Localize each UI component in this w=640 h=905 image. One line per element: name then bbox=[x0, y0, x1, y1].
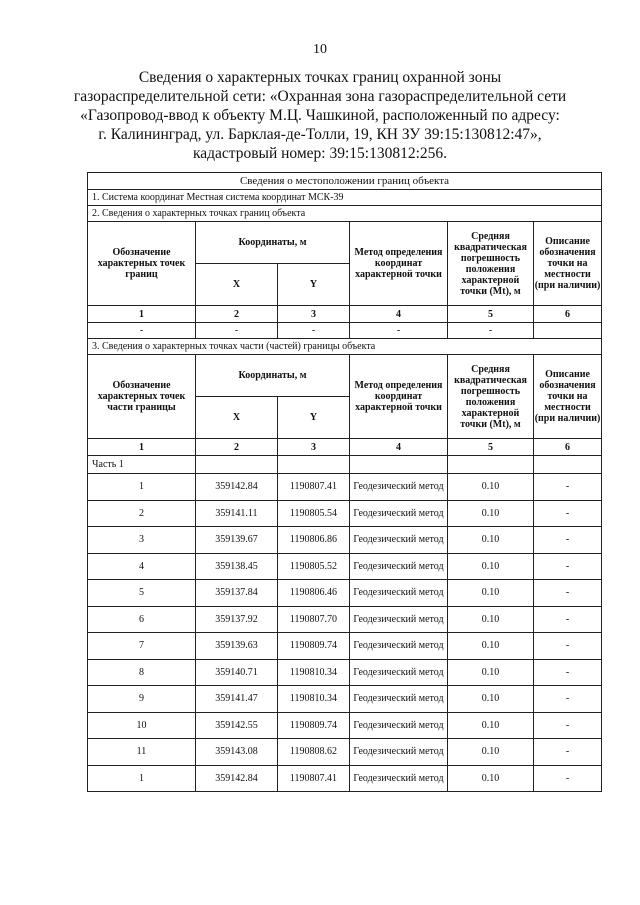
error-value: 0.10 bbox=[448, 527, 534, 554]
header-y: Y bbox=[278, 264, 350, 306]
coord-x: 359141.11 bbox=[196, 500, 278, 527]
table-row bbox=[88, 633, 602, 660]
error-value: 0.10 bbox=[448, 500, 534, 527]
method-cell: Геодезический метод bbox=[350, 739, 448, 766]
coord-x: 359141.47 bbox=[196, 686, 278, 713]
col-number: 3 bbox=[278, 439, 350, 456]
coord-x: 359139.63 bbox=[196, 633, 278, 660]
dash-cell: - bbox=[278, 323, 350, 339]
dash-cell: - bbox=[196, 323, 278, 339]
point-number: 11 bbox=[88, 739, 196, 766]
header-method: Метод определения координат характерной точки bbox=[350, 222, 448, 306]
header-description: Описание обозначения точки на местности (при наличии) bbox=[534, 222, 602, 306]
method-cell: Геодезический метод bbox=[350, 606, 448, 633]
table-row bbox=[88, 739, 602, 766]
point-number: 1 bbox=[88, 474, 196, 501]
method-cell: Геодезический метод bbox=[350, 659, 448, 686]
point-number: 7 bbox=[88, 633, 196, 660]
method-cell: Геодезический метод bbox=[350, 553, 448, 580]
title-line: газораспределительной сети: «Охранная зона газораспределительной сети bbox=[73, 88, 567, 105]
coord-y: 1190808.62 bbox=[278, 739, 350, 766]
header-error: Средняя квадратическая погрешность положения характерной точки (Mt), м bbox=[448, 355, 534, 439]
col-number: 4 bbox=[350, 306, 448, 323]
coord-y: 1190805.52 bbox=[278, 553, 350, 580]
coord-x: 359139.67 bbox=[196, 527, 278, 554]
table-row bbox=[88, 500, 602, 527]
point-number: 9 bbox=[88, 686, 196, 713]
description-cell: - bbox=[534, 580, 602, 607]
method-cell: Геодезический метод bbox=[350, 712, 448, 739]
point-number: 8 bbox=[88, 659, 196, 686]
col-number: 5 bbox=[448, 306, 534, 323]
method-cell: Геодезический метод bbox=[350, 580, 448, 607]
table-row bbox=[88, 527, 602, 554]
description-cell: - bbox=[534, 474, 602, 501]
title-line: «Газопровод-ввод к объекту М.Ц. Чашкиной, расположенный по адресу: bbox=[80, 107, 560, 124]
header-y: Y bbox=[278, 397, 350, 439]
coord-y: 1190810.34 bbox=[278, 659, 350, 686]
coord-y: 1190806.86 bbox=[278, 527, 350, 554]
coord-x: 359142.84 bbox=[196, 474, 278, 501]
description-cell: - bbox=[534, 553, 602, 580]
error-value: 0.10 bbox=[448, 553, 534, 580]
point-number: 2 bbox=[88, 500, 196, 527]
table-row bbox=[88, 659, 602, 686]
empty-cell bbox=[448, 456, 534, 474]
method-cell: Геодезический метод bbox=[350, 686, 448, 713]
description-cell: - bbox=[534, 527, 602, 554]
title-line: Сведения о характерных точках границ охранной зоны bbox=[138, 69, 502, 86]
header-x: X bbox=[196, 264, 278, 306]
header-coordinates: Координаты, м bbox=[196, 355, 350, 397]
page-number: 10 bbox=[313, 42, 327, 57]
coord-x: 359138.45 bbox=[196, 553, 278, 580]
coord-y: 1190809.74 bbox=[278, 633, 350, 660]
table-row bbox=[88, 686, 602, 713]
table-row bbox=[88, 553, 602, 580]
col-number: 5 bbox=[448, 439, 534, 456]
boundary-points-table bbox=[87, 172, 602, 792]
method-cell: Геодезический метод bbox=[350, 474, 448, 501]
col-number: 2 bbox=[196, 439, 278, 456]
section-3-title: 3. Сведения о характерных точках части (частей) границы объекта bbox=[88, 339, 602, 355]
table-row bbox=[88, 580, 602, 607]
header-designation: Обозначение характерных точек границ bbox=[88, 222, 196, 306]
method-cell: Геодезический метод bbox=[350, 527, 448, 554]
header-error: Средняя квадратическая погрешность положения характерной точки (Mt), м bbox=[448, 222, 534, 306]
description-cell: - bbox=[534, 712, 602, 739]
empty-cell bbox=[196, 456, 278, 474]
coord-y: 1190807.41 bbox=[278, 474, 350, 501]
point-number: 3 bbox=[88, 527, 196, 554]
description-cell: - bbox=[534, 633, 602, 660]
error-value: 0.10 bbox=[448, 580, 534, 607]
coord-y: 1190805.54 bbox=[278, 500, 350, 527]
description-cell: - bbox=[534, 659, 602, 686]
description-cell: - bbox=[534, 686, 602, 713]
col-number: 1 bbox=[88, 306, 196, 323]
method-cell: Геодезический метод bbox=[350, 633, 448, 660]
error-value: 0.10 bbox=[448, 686, 534, 713]
col-number: 3 bbox=[278, 306, 350, 323]
point-number: 4 bbox=[88, 553, 196, 580]
method-cell: Геодезический метод bbox=[350, 500, 448, 527]
error-value: 0.10 bbox=[448, 474, 534, 501]
point-number: 5 bbox=[88, 580, 196, 607]
coord-x: 359143.08 bbox=[196, 739, 278, 766]
coordinate-system: 1. Система координат Местная система координат МСК-39 bbox=[88, 190, 602, 206]
header-method: Метод определения координат характерной точки bbox=[350, 355, 448, 439]
col-number: 1 bbox=[88, 439, 196, 456]
col-number: 6 bbox=[534, 439, 602, 456]
col-number: 6 bbox=[534, 306, 602, 323]
col-number: 4 bbox=[350, 439, 448, 456]
coord-x: 359142.84 bbox=[196, 765, 278, 792]
coord-y: 1190807.41 bbox=[278, 765, 350, 792]
coord-x: 359137.84 bbox=[196, 580, 278, 607]
error-value: 0.10 bbox=[448, 633, 534, 660]
point-number: 10 bbox=[88, 712, 196, 739]
title-line: кадастровый номер: 39:15:130812:256. bbox=[192, 145, 448, 162]
error-value: 0.10 bbox=[448, 712, 534, 739]
description-cell: - bbox=[534, 739, 602, 766]
header-part-designation: Обозначение характерных точек части границы bbox=[88, 355, 196, 439]
header-x: X bbox=[196, 397, 278, 439]
coord-y: 1190807.70 bbox=[278, 606, 350, 633]
col-number: 2 bbox=[196, 306, 278, 323]
dash-cell: - bbox=[448, 323, 534, 339]
empty-cell bbox=[350, 456, 448, 474]
table-heading: Сведения о местоположении границ объекта bbox=[88, 173, 602, 190]
error-value: 0.10 bbox=[448, 659, 534, 686]
dash-cell: - bbox=[350, 323, 448, 339]
coord-x: 359137.92 bbox=[196, 606, 278, 633]
error-value: 0.10 bbox=[448, 606, 534, 633]
header-coordinates: Координаты, м bbox=[196, 222, 350, 264]
table-row bbox=[88, 712, 602, 739]
document-title bbox=[70, 68, 570, 163]
error-value: 0.10 bbox=[448, 765, 534, 792]
table-row bbox=[88, 765, 602, 792]
description-cell: - bbox=[534, 606, 602, 633]
header-description: Описание обозначения точки на местности (при наличии) bbox=[534, 355, 602, 439]
point-number: 1 bbox=[88, 765, 196, 792]
method-cell: Геодезический метод bbox=[350, 765, 448, 792]
description-cell: - bbox=[534, 765, 602, 792]
coord-x: 359142.55 bbox=[196, 712, 278, 739]
dash-cell bbox=[534, 323, 602, 339]
empty-cell bbox=[278, 456, 350, 474]
part-label: Часть 1 bbox=[88, 456, 196, 474]
point-number: 6 bbox=[88, 606, 196, 633]
table-row bbox=[88, 474, 602, 501]
coord-x: 359140.71 bbox=[196, 659, 278, 686]
table-row bbox=[88, 606, 602, 633]
dash-cell: - bbox=[88, 323, 196, 339]
description-cell: - bbox=[534, 500, 602, 527]
coord-y: 1190810.34 bbox=[278, 686, 350, 713]
empty-cell bbox=[534, 456, 602, 474]
coord-y: 1190806.46 bbox=[278, 580, 350, 607]
section-2-title: 2. Сведения о характерных точках границ объекта bbox=[88, 206, 602, 222]
title-line: г. Калининград, ул. Барклая-де-Толли, 19, КН ЗУ 39:15:130812:47», bbox=[98, 126, 542, 143]
error-value: 0.10 bbox=[448, 739, 534, 766]
coord-y: 1190809.74 bbox=[278, 712, 350, 739]
